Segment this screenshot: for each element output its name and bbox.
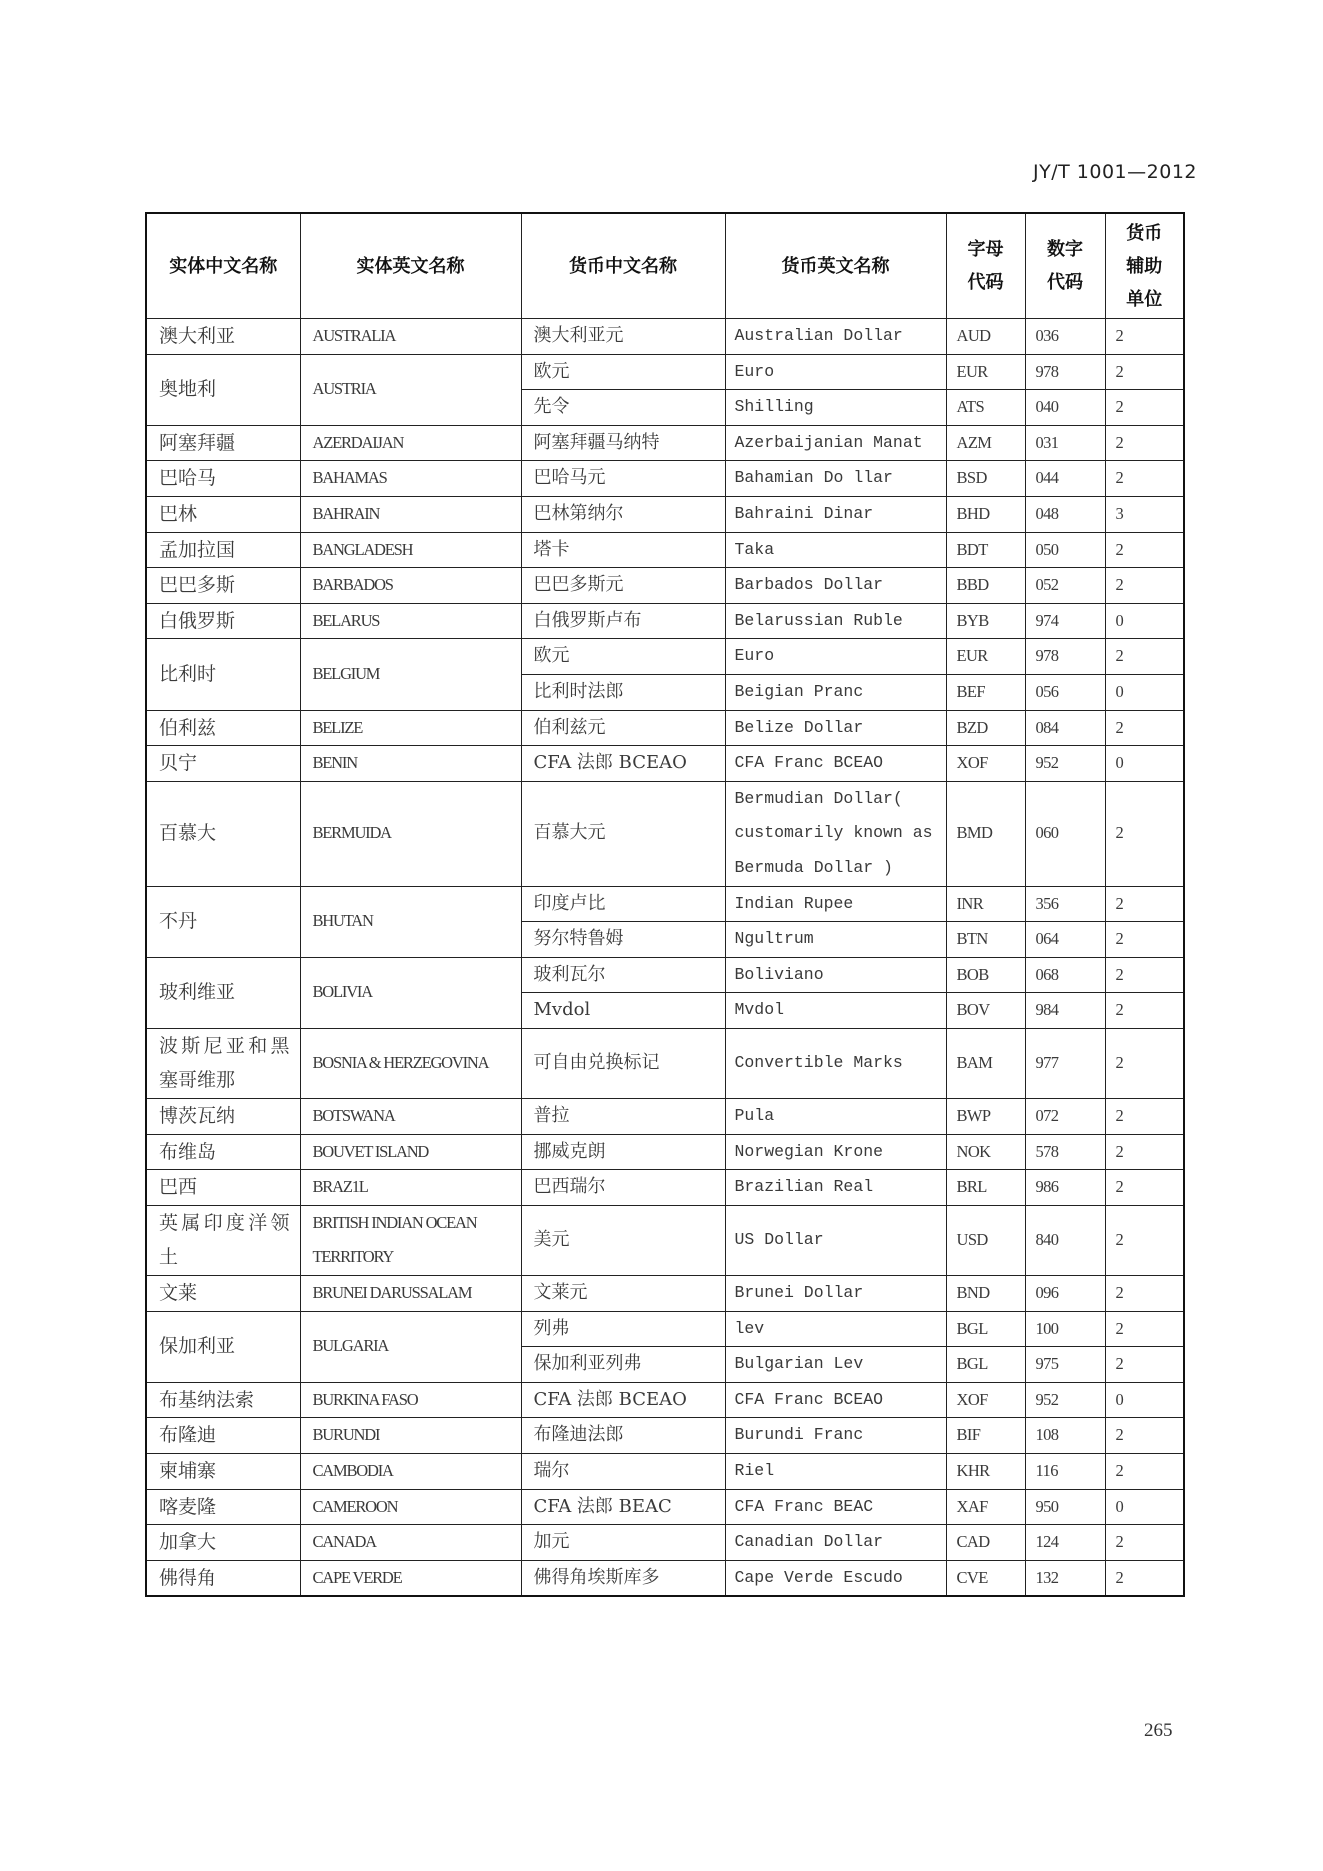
table-row bbox=[146, 1170, 1184, 1206]
table-row bbox=[146, 1525, 1184, 1561]
alpha-code: EUR bbox=[946, 354, 1025, 390]
currency-name-cn: 巴西瑞尔 bbox=[521, 1170, 725, 1206]
currency-name-cn: 欧元 bbox=[521, 354, 725, 390]
numeric-code: 068 bbox=[1025, 957, 1105, 993]
entity-name-cn: 白俄罗斯 bbox=[146, 603, 300, 639]
entity-name-en: BURKINA FASO bbox=[300, 1382, 521, 1418]
currency-name-en: Euro bbox=[725, 639, 946, 675]
numeric-code: 984 bbox=[1025, 993, 1105, 1029]
currency-name-cn: 可自由兑换标记 bbox=[521, 1028, 725, 1098]
alpha-code: BBD bbox=[946, 568, 1025, 604]
currency-name-cn: CFA 法郎 BCEAO bbox=[521, 746, 725, 782]
currency-name-cn: 欧元 bbox=[521, 639, 725, 675]
table-row bbox=[146, 1454, 1184, 1490]
entity-name-en: BOSNIA & HERZEGOVINA bbox=[300, 1028, 521, 1098]
alpha-code: BOV bbox=[946, 993, 1025, 1029]
entity-name-en: CAMEROON bbox=[300, 1489, 521, 1525]
minor-unit: 2 bbox=[1105, 1418, 1184, 1454]
numeric-code: 036 bbox=[1025, 319, 1105, 355]
entity-name-cn: 加拿大 bbox=[146, 1525, 300, 1561]
entity-name-en: BHUTAN bbox=[300, 886, 521, 957]
col-header-alpha-code: 字母代码 bbox=[946, 213, 1025, 319]
entity-name-en: BELIZE bbox=[300, 710, 521, 746]
minor-unit: 0 bbox=[1105, 1382, 1184, 1418]
table-row bbox=[146, 886, 1184, 922]
currency-name-cn: 努尔特鲁姆 bbox=[521, 922, 725, 958]
table-header bbox=[146, 213, 1184, 319]
entity-name-en: BRUNEI DARUSSALAM bbox=[300, 1276, 521, 1312]
alpha-code: BGL bbox=[946, 1311, 1025, 1347]
numeric-code: 840 bbox=[1025, 1205, 1105, 1275]
currency-name-en: Bahraini Dinar bbox=[725, 496, 946, 532]
currency-name-en: CFA Franc BCEAO bbox=[725, 1382, 946, 1418]
numeric-code: 356 bbox=[1025, 886, 1105, 922]
currency-name-cn: 塔卡 bbox=[521, 532, 725, 568]
numeric-code: 108 bbox=[1025, 1418, 1105, 1454]
col-header-minor-unit: 货币辅助单位 bbox=[1105, 213, 1184, 319]
col-header-entity-en: 实体英文名称 bbox=[300, 213, 521, 319]
currency-name-en: Bulgarian Lev bbox=[725, 1347, 946, 1383]
table-row bbox=[146, 1560, 1184, 1596]
alpha-code: INR bbox=[946, 886, 1025, 922]
minor-unit: 2 bbox=[1105, 1525, 1184, 1561]
currency-name-en: Australian Dollar bbox=[725, 319, 946, 355]
entity-name-en: BOLIVIA bbox=[300, 957, 521, 1028]
minor-unit: 0 bbox=[1105, 674, 1184, 710]
entity-name-en: AZERDAIJAN bbox=[300, 425, 521, 461]
entity-name-cn: 巴巴多斯 bbox=[146, 568, 300, 604]
currency-name-en: Beigian Pranc bbox=[725, 674, 946, 710]
numeric-code: 986 bbox=[1025, 1170, 1105, 1206]
minor-unit: 2 bbox=[1105, 390, 1184, 426]
alpha-code: BTN bbox=[946, 922, 1025, 958]
numeric-code: 975 bbox=[1025, 1347, 1105, 1383]
table-row bbox=[146, 781, 1184, 886]
entity-name-en: CAPE VERDE bbox=[300, 1560, 521, 1596]
minor-unit: 2 bbox=[1105, 425, 1184, 461]
entity-name-cn: 巴哈马 bbox=[146, 461, 300, 497]
entity-name-cn: 贝宁 bbox=[146, 746, 300, 782]
document-code: JY/T 1001—2012 bbox=[1033, 161, 1197, 183]
currency-name-en: US Dollar bbox=[725, 1205, 946, 1275]
entity-name-en: BENIN bbox=[300, 746, 521, 782]
currency-name-cn: 白俄罗斯卢布 bbox=[521, 603, 725, 639]
currency-name-cn: 文莱元 bbox=[521, 1276, 725, 1312]
alpha-code: BWP bbox=[946, 1099, 1025, 1135]
currency-name-cn: 澳大利亚元 bbox=[521, 319, 725, 355]
alpha-code: BMD bbox=[946, 781, 1025, 886]
entity-name-cn: 英属印度洋领土 bbox=[146, 1205, 300, 1275]
entity-name-cn: 孟加拉国 bbox=[146, 532, 300, 568]
currency-name-en: Riel bbox=[725, 1454, 946, 1490]
numeric-code: 132 bbox=[1025, 1560, 1105, 1596]
minor-unit: 2 bbox=[1105, 922, 1184, 958]
alpha-code: BOB bbox=[946, 957, 1025, 993]
currency-name-en: Belize Dollar bbox=[725, 710, 946, 746]
numeric-code: 096 bbox=[1025, 1276, 1105, 1312]
numeric-code: 116 bbox=[1025, 1454, 1105, 1490]
alpha-code: BHD bbox=[946, 496, 1025, 532]
minor-unit: 2 bbox=[1105, 1205, 1184, 1275]
currency-name-en: CFA Franc BCEAO bbox=[725, 746, 946, 782]
entity-name-cn: 澳大利亚 bbox=[146, 319, 300, 355]
table-row bbox=[146, 1418, 1184, 1454]
numeric-code: 050 bbox=[1025, 532, 1105, 568]
currency-name-en: Boliviano bbox=[725, 957, 946, 993]
alpha-code: XOF bbox=[946, 1382, 1025, 1418]
table-row bbox=[146, 1099, 1184, 1135]
alpha-code: BSD bbox=[946, 461, 1025, 497]
alpha-code: EUR bbox=[946, 639, 1025, 675]
currency-name-en: Barbados Dollar bbox=[725, 568, 946, 604]
entity-name-en: BAHAMAS bbox=[300, 461, 521, 497]
entity-name-cn: 保加利亚 bbox=[146, 1311, 300, 1382]
numeric-code: 072 bbox=[1025, 1099, 1105, 1135]
alpha-code: BGL bbox=[946, 1347, 1025, 1383]
currency-name-en: lev bbox=[725, 1311, 946, 1347]
minor-unit: 0 bbox=[1105, 1489, 1184, 1525]
currency-name-en: Brazilian Real bbox=[725, 1170, 946, 1206]
numeric-code: 950 bbox=[1025, 1489, 1105, 1525]
table-row bbox=[146, 1311, 1184, 1347]
minor-unit: 2 bbox=[1105, 1170, 1184, 1206]
numeric-code: 100 bbox=[1025, 1311, 1105, 1347]
numeric-code: 977 bbox=[1025, 1028, 1105, 1098]
currency-name-cn: 先令 bbox=[521, 390, 725, 426]
minor-unit: 2 bbox=[1105, 1276, 1184, 1312]
table-row bbox=[146, 1205, 1184, 1275]
page-number: 265 bbox=[1144, 1720, 1173, 1741]
entity-name-cn: 波斯尼亚和黑塞哥维那 bbox=[146, 1028, 300, 1098]
table-row bbox=[146, 639, 1184, 675]
table-row bbox=[146, 496, 1184, 532]
entity-name-en: CANADA bbox=[300, 1525, 521, 1561]
numeric-code: 952 bbox=[1025, 746, 1105, 782]
currency-name-cn: 阿塞拜疆马纳特 bbox=[521, 425, 725, 461]
numeric-code: 978 bbox=[1025, 354, 1105, 390]
numeric-code: 060 bbox=[1025, 781, 1105, 886]
entity-name-cn: 布基纳法索 bbox=[146, 1382, 300, 1418]
numeric-code: 044 bbox=[1025, 461, 1105, 497]
numeric-code: 578 bbox=[1025, 1134, 1105, 1170]
numeric-code: 048 bbox=[1025, 496, 1105, 532]
alpha-code: BRL bbox=[946, 1170, 1025, 1206]
entity-name-en: BARBADOS bbox=[300, 568, 521, 604]
currency-name-en: Convertible Marks bbox=[725, 1028, 946, 1098]
currency-name-cn: 列弗 bbox=[521, 1311, 725, 1347]
numeric-code: 064 bbox=[1025, 922, 1105, 958]
currency-name-en: Belarussian Ruble bbox=[725, 603, 946, 639]
currency-name-en: Pula bbox=[725, 1099, 946, 1135]
entity-name-en: BERMUIDA bbox=[300, 781, 521, 886]
entity-name-cn: 阿塞拜疆 bbox=[146, 425, 300, 461]
entity-name-en: BOUVET ISLAND bbox=[300, 1134, 521, 1170]
entity-name-cn: 比利时 bbox=[146, 639, 300, 710]
alpha-code: BDT bbox=[946, 532, 1025, 568]
alpha-code: NOK bbox=[946, 1134, 1025, 1170]
table-row bbox=[146, 532, 1184, 568]
entity-name-cn: 布隆迪 bbox=[146, 1418, 300, 1454]
minor-unit: 2 bbox=[1105, 886, 1184, 922]
alpha-code: BYB bbox=[946, 603, 1025, 639]
entity-name-cn: 佛得角 bbox=[146, 1560, 300, 1596]
currency-name-cn: 巴哈马元 bbox=[521, 461, 725, 497]
col-header-currency-en: 货币英文名称 bbox=[725, 213, 946, 319]
numeric-code: 978 bbox=[1025, 639, 1105, 675]
entity-name-en: BRAZ1L bbox=[300, 1170, 521, 1206]
currency-name-en: Bahamian Do llar bbox=[725, 461, 946, 497]
col-header-numeric-code: 数字代码 bbox=[1025, 213, 1105, 319]
minor-unit: 2 bbox=[1105, 1099, 1184, 1135]
entity-name-en: BANGLADESH bbox=[300, 532, 521, 568]
currency-name-en: Canadian Dollar bbox=[725, 1525, 946, 1561]
currency-name-en: Taka bbox=[725, 532, 946, 568]
minor-unit: 0 bbox=[1105, 746, 1184, 782]
currency-name-cn: 印度卢比 bbox=[521, 886, 725, 922]
minor-unit: 2 bbox=[1105, 319, 1184, 355]
currency-code-table bbox=[145, 212, 1185, 1597]
currency-name-cn: 比利时法郎 bbox=[521, 674, 725, 710]
alpha-code: BZD bbox=[946, 710, 1025, 746]
currency-name-cn: 美元 bbox=[521, 1205, 725, 1275]
entity-name-cn: 玻利维亚 bbox=[146, 957, 300, 1028]
numeric-code: 084 bbox=[1025, 710, 1105, 746]
numeric-code: 952 bbox=[1025, 1382, 1105, 1418]
currency-name-en: Azerbaijanian Manat bbox=[725, 425, 946, 461]
table-row bbox=[146, 603, 1184, 639]
entity-name-en: BULGARIA bbox=[300, 1311, 521, 1382]
table-row bbox=[146, 1382, 1184, 1418]
minor-unit: 2 bbox=[1105, 993, 1184, 1029]
currency-name-en: Brunei Dollar bbox=[725, 1276, 946, 1312]
currency-name-cn: CFA 法郎 BEAC bbox=[521, 1489, 725, 1525]
minor-unit: 2 bbox=[1105, 957, 1184, 993]
alpha-code: AZM bbox=[946, 425, 1025, 461]
alpha-code: BND bbox=[946, 1276, 1025, 1312]
entity-name-cn: 喀麦隆 bbox=[146, 1489, 300, 1525]
entity-name-en: BOTSWANA bbox=[300, 1099, 521, 1135]
alpha-code: USD bbox=[946, 1205, 1025, 1275]
entity-name-cn: 文莱 bbox=[146, 1276, 300, 1312]
currency-name-cn: 布隆迪法郎 bbox=[521, 1418, 725, 1454]
alpha-code: CAD bbox=[946, 1525, 1025, 1561]
entity-name-cn: 奥地利 bbox=[146, 354, 300, 425]
minor-unit: 2 bbox=[1105, 354, 1184, 390]
currency-name-en: Norwegian Krone bbox=[725, 1134, 946, 1170]
alpha-code: BEF bbox=[946, 674, 1025, 710]
table-row bbox=[146, 568, 1184, 604]
entity-name-en: CAMBODIA bbox=[300, 1454, 521, 1490]
entity-name-en: BRITISH INDIAN OCEAN TERRITORY bbox=[300, 1205, 521, 1275]
alpha-code: XAF bbox=[946, 1489, 1025, 1525]
entity-name-cn: 百慕大 bbox=[146, 781, 300, 886]
alpha-code: AUD bbox=[946, 319, 1025, 355]
numeric-code: 040 bbox=[1025, 390, 1105, 426]
entity-name-cn: 伯利兹 bbox=[146, 710, 300, 746]
entity-name-cn: 巴林 bbox=[146, 496, 300, 532]
table-row bbox=[146, 1276, 1184, 1312]
currency-name-cn: 巴巴多斯元 bbox=[521, 568, 725, 604]
entity-name-cn: 布维岛 bbox=[146, 1134, 300, 1170]
minor-unit: 0 bbox=[1105, 603, 1184, 639]
alpha-code: BIF bbox=[946, 1418, 1025, 1454]
minor-unit: 2 bbox=[1105, 461, 1184, 497]
minor-unit: 2 bbox=[1105, 532, 1184, 568]
minor-unit: 2 bbox=[1105, 1560, 1184, 1596]
header-row bbox=[146, 213, 1184, 319]
entity-name-en: AUSTRALIA bbox=[300, 319, 521, 355]
entity-name-cn: 博茨瓦纳 bbox=[146, 1099, 300, 1135]
currency-name-en: Mvdol bbox=[725, 993, 946, 1029]
alpha-code: ATS bbox=[946, 390, 1025, 426]
minor-unit: 2 bbox=[1105, 781, 1184, 886]
table-row bbox=[146, 354, 1184, 390]
table-row bbox=[146, 1489, 1184, 1525]
minor-unit: 2 bbox=[1105, 1028, 1184, 1098]
currency-name-cn: 普拉 bbox=[521, 1099, 725, 1135]
table-row bbox=[146, 425, 1184, 461]
table-body bbox=[146, 319, 1184, 1597]
entity-name-en: BURUNDI bbox=[300, 1418, 521, 1454]
col-header-currency-cn: 货币中文名称 bbox=[521, 213, 725, 319]
entity-name-en: BELARUS bbox=[300, 603, 521, 639]
currency-name-cn: Mvdol bbox=[521, 993, 725, 1029]
currency-name-en: Bermudian Dollar( customarily known as Bermuda Dollar ) bbox=[725, 781, 946, 886]
table-row bbox=[146, 1134, 1184, 1170]
entity-name-en: BELGIUM bbox=[300, 639, 521, 710]
currency-name-cn: 伯利兹元 bbox=[521, 710, 725, 746]
table-row bbox=[146, 319, 1184, 355]
numeric-code: 052 bbox=[1025, 568, 1105, 604]
numeric-code: 124 bbox=[1025, 1525, 1105, 1561]
alpha-code: BAM bbox=[946, 1028, 1025, 1098]
table-row bbox=[146, 746, 1184, 782]
entity-name-en: AUSTRIA bbox=[300, 354, 521, 425]
table-row bbox=[146, 957, 1184, 993]
entity-name-cn: 巴西 bbox=[146, 1170, 300, 1206]
table-row bbox=[146, 461, 1184, 497]
table-row bbox=[146, 710, 1184, 746]
minor-unit: 2 bbox=[1105, 1134, 1184, 1170]
entity-name-cn: 不丹 bbox=[146, 886, 300, 957]
currency-name-cn: 挪威克朗 bbox=[521, 1134, 725, 1170]
currency-name-cn: 玻利瓦尔 bbox=[521, 957, 725, 993]
currency-name-cn: 保加利亚列弗 bbox=[521, 1347, 725, 1383]
entity-name-en: BAHRAIN bbox=[300, 496, 521, 532]
currency-name-cn: 瑞尔 bbox=[521, 1454, 725, 1490]
minor-unit: 2 bbox=[1105, 639, 1184, 675]
alpha-code: KHR bbox=[946, 1454, 1025, 1490]
numeric-code: 974 bbox=[1025, 603, 1105, 639]
entity-name-cn: 柬埔寨 bbox=[146, 1454, 300, 1490]
alpha-code: CVE bbox=[946, 1560, 1025, 1596]
currency-name-en: Ngultrum bbox=[725, 922, 946, 958]
minor-unit: 2 bbox=[1105, 568, 1184, 604]
minor-unit: 2 bbox=[1105, 1311, 1184, 1347]
currency-name-en: Burundi Franc bbox=[725, 1418, 946, 1454]
currency-name-en: Euro bbox=[725, 354, 946, 390]
currency-name-en: Shilling bbox=[725, 390, 946, 426]
numeric-code: 031 bbox=[1025, 425, 1105, 461]
currency-name-cn: CFA 法郎 BCEAO bbox=[521, 1382, 725, 1418]
alpha-code: XOF bbox=[946, 746, 1025, 782]
minor-unit: 2 bbox=[1105, 1454, 1184, 1490]
numeric-code: 056 bbox=[1025, 674, 1105, 710]
minor-unit: 2 bbox=[1105, 1347, 1184, 1383]
table-row bbox=[146, 1028, 1184, 1098]
currency-name-en: Cape Verde Escudo bbox=[725, 1560, 946, 1596]
minor-unit: 2 bbox=[1105, 710, 1184, 746]
currency-name-cn: 佛得角埃斯库多 bbox=[521, 1560, 725, 1596]
currency-name-en: Indian Rupee bbox=[725, 886, 946, 922]
currency-name-cn: 百慕大元 bbox=[521, 781, 725, 886]
currency-name-cn: 加元 bbox=[521, 1525, 725, 1561]
col-header-entity-cn: 实体中文名称 bbox=[146, 213, 300, 319]
minor-unit: 3 bbox=[1105, 496, 1184, 532]
currency-name-en: CFA Franc BEAC bbox=[725, 1489, 946, 1525]
currency-name-cn: 巴林第纳尔 bbox=[521, 496, 725, 532]
